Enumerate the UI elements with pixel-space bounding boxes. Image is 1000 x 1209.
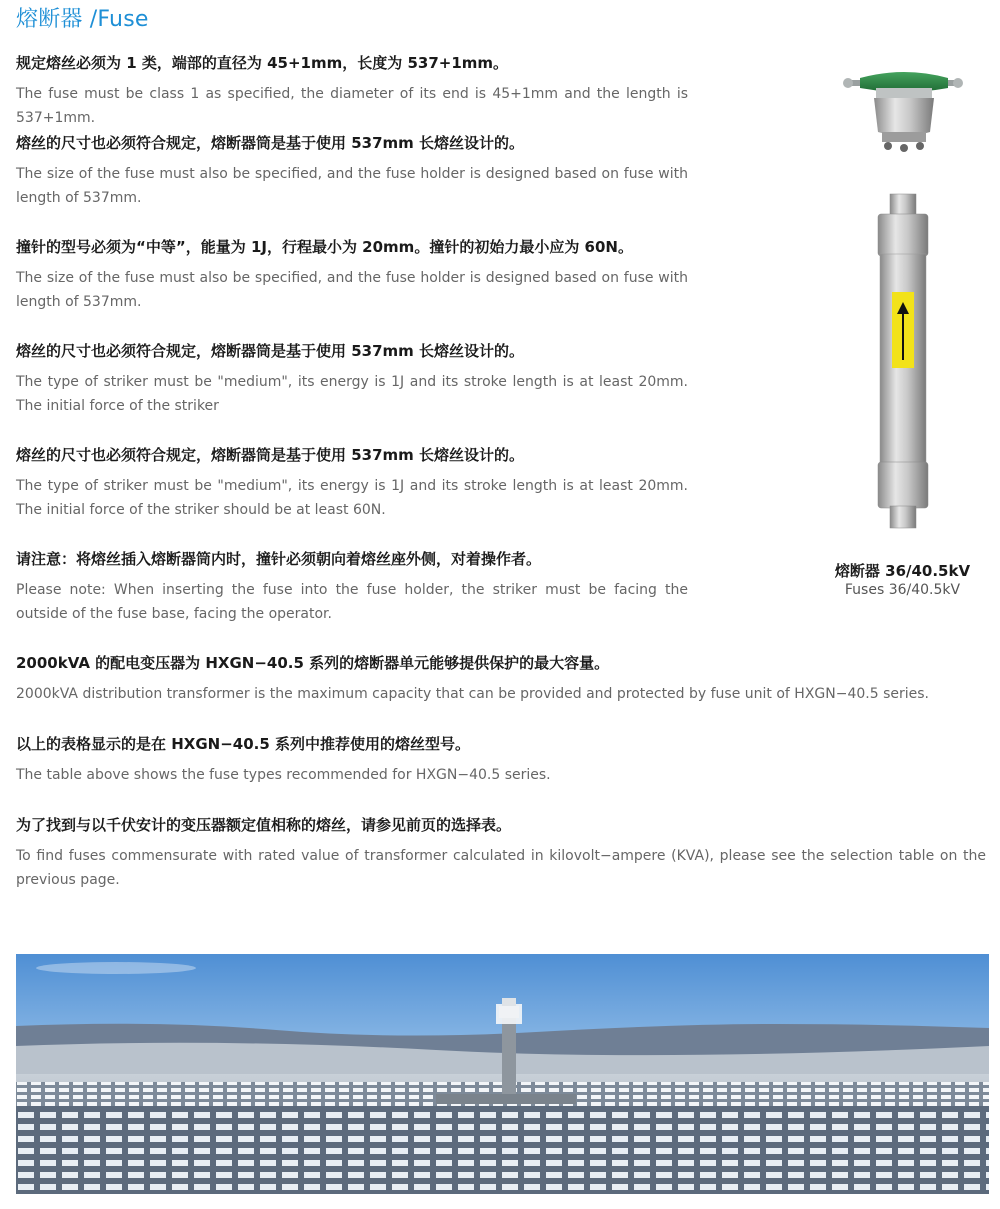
paragraph-9 <box>16 814 986 892</box>
paragraph-zh: 熔丝的尺寸也必须符合规定，熔断器筒是基于使用 537mm 长熔丝设计的。 <box>16 134 525 152</box>
paragraph-zh: 以上的表格显示的是在 HXGN−40.5 系列中推荐使用的熔丝型号。 <box>16 735 471 753</box>
fuse-illustration <box>830 68 990 548</box>
paragraph-zh: 请注意：将熔丝插入熔断器筒内时，撞针必须朝向着熔丝座外侧，对着操作者。 <box>16 550 542 568</box>
paragraph-zh: 熔丝的尺寸也必须符合规定，熔断器筒是基于使用 537mm 长熔丝设计的。 <box>16 446 525 464</box>
figure-caption-en: Fuses 36/40.5kV <box>844 582 961 598</box>
paragraph-7 <box>16 652 986 706</box>
paragraph-zh: 规定熔丝必须为 1 类，端部的直径为 45+1mm，长度为 537+1mm。 <box>16 54 509 72</box>
paragraph-8 <box>16 733 986 787</box>
solar-power-plant-photo <box>16 954 989 1194</box>
paragraph-en: The type of striker must be "medium", its energy is 1J and its stroke length is at least 20mm. The initial force of the striker should be at least 60N. <box>16 478 688 518</box>
paragraph-en: To find fuses commensurate with rated value of transformer calculated in kilovolt−ampere (KVA), please see the selection table on the previous page. <box>16 848 986 888</box>
paragraph-en: Please note: When inserting the fuse into the fuse holder, the striker must be facing the outside of the fuse base, facing the operator. <box>16 582 688 622</box>
paragraph-en: The size of the fuse must also be specified, and the fuse holder is designed based on fuse with length of 537mm. <box>16 166 688 206</box>
paragraph-3 <box>16 236 688 314</box>
paragraph-en: 2000kVA distribution transformer is the maximum capacity that can be provided and protected by fuse unit of HXGN−40.5 series. <box>16 686 930 702</box>
paragraph-zh: 熔丝的尺寸也必须符合规定，熔断器筒是基于使用 537mm 长熔丝设计的。 <box>16 342 525 360</box>
paragraph-en: The size of the fuse must also be specified, and the fuse holder is designed based on fuse with length of 537mm. <box>16 270 688 310</box>
paragraph-en: The type of striker must be "medium", its energy is 1J and its stroke length is at least 20mm. The initial force of the striker <box>16 374 688 414</box>
paragraph-4 <box>16 340 688 418</box>
paragraph-en: The fuse must be class 1 as specified, the diameter of its end is 45+1mm and the length is 537+1mm. <box>16 86 688 126</box>
paragraph-zh: 2000kVA 的配电变压器为 HXGN−40.5 系列的熔断器单元能够提供保护的最大容量。 <box>16 654 610 672</box>
figure-caption-zh: 熔断器 36/40.5kV <box>834 562 971 580</box>
fuse-base-icon <box>843 72 963 152</box>
paragraph-zh: 为了找到与以千伏安计的变压器额定值相称的熔丝，请参见前页的选择表。 <box>16 816 512 834</box>
page-title: 熔断器 /Fuse <box>16 7 149 32</box>
paragraph-zh: 撞针的型号必须为“中等”，能量为 1J，行程最小为 20mm。撞针的初始力最小应为 60N。 <box>16 238 633 256</box>
paragraph-5 <box>16 444 688 522</box>
fuse-tube-icon <box>878 194 928 528</box>
paragraph-2 <box>16 132 688 210</box>
paragraph-1 <box>16 52 688 130</box>
paragraph-en: The table above shows the fuse types recommended for HXGN−40.5 series. <box>16 767 551 783</box>
paragraph-6 <box>16 548 688 626</box>
